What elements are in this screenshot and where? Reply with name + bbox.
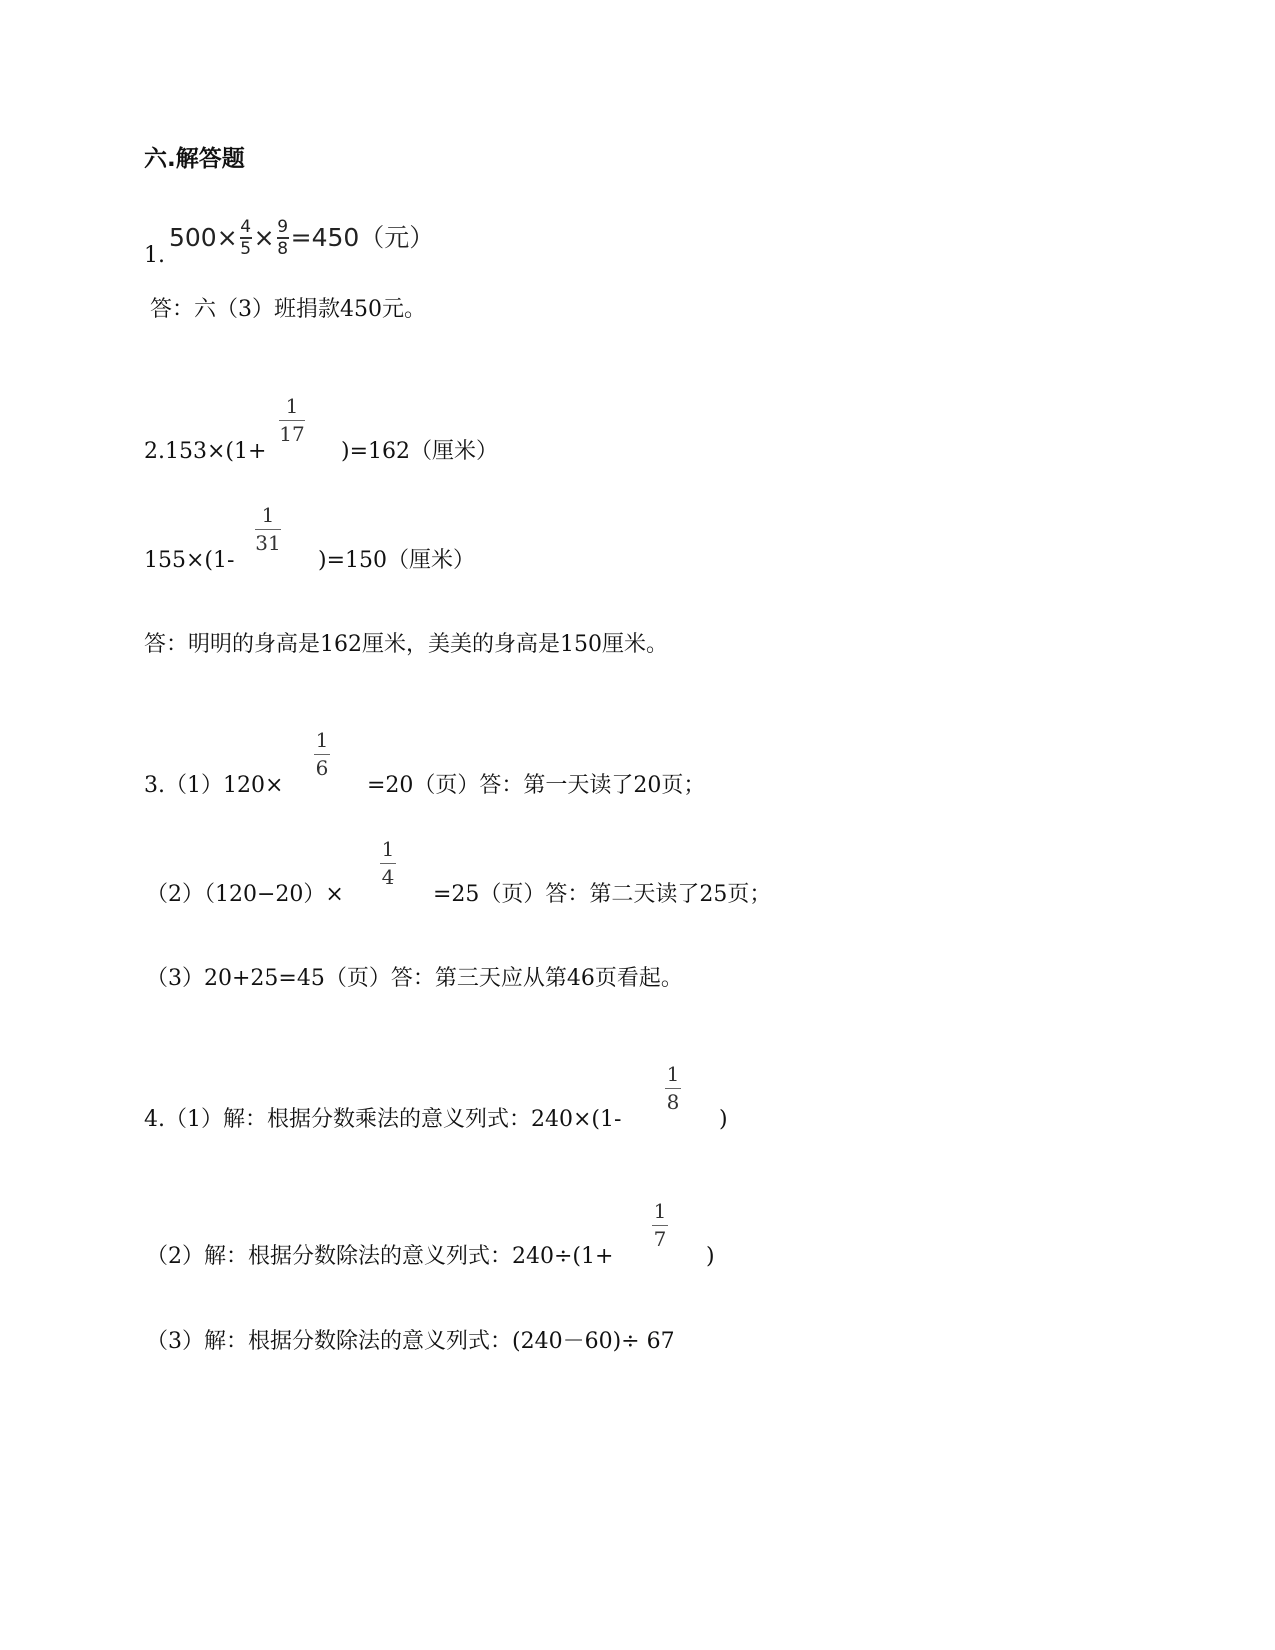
q1-fraction-1-num: 4: [240, 217, 252, 238]
q2-line1-prefix: 2.153×(1+: [144, 439, 267, 464]
q4-line2-frac-num: 1: [653, 1199, 667, 1223]
q4-line2-suffix: ): [706, 1244, 715, 1269]
fraction-bar: [665, 1088, 681, 1089]
q4-line1-prefix: 4.（1）解：根据分数乘法的意义列式：240×(1-: [144, 1107, 622, 1132]
q3-line1-prefix: 3.（1）120×: [144, 773, 284, 798]
fraction-bar: [380, 863, 396, 864]
q2-line1-frac-num: 1: [285, 394, 299, 418]
q1-formula-a: 500×: [169, 223, 238, 252]
q3-line1-fraction: [314, 729, 330, 779]
q1-formula-result: =450（元）: [290, 223, 435, 252]
q1-formula-times: ×: [253, 223, 275, 252]
q4-line1-frac-num: 1: [666, 1062, 680, 1086]
q3-line3: （3）20+25=45（页）答：第三天应从第46页看起。: [146, 966, 683, 991]
q4-line2-prefix: （2）解：根据分数除法的意义列式：240÷(1+: [146, 1244, 614, 1269]
q1-fraction-1: [240, 218, 252, 258]
q2-line2-prefix: 155×(1-: [144, 548, 235, 573]
q4-line1-frac-den: 8: [666, 1090, 680, 1114]
q1-formula-image: [169, 213, 434, 263]
fraction-bar: [255, 529, 281, 530]
q3-line1-frac-den: 6: [315, 756, 329, 780]
q1-fraction-2: [277, 218, 289, 258]
section-heading: 六.解答题: [144, 146, 245, 172]
q3-line2-fraction: [380, 838, 396, 888]
q3-line2-frac-den: 4: [381, 865, 395, 889]
q1-answer: 答：六（3）班捐款450元。: [150, 297, 426, 322]
fraction-bar: [314, 754, 330, 755]
q4-line2-frac-den: 7: [653, 1227, 667, 1251]
q3-line2-suffix: =25（页）答：第二天读了25页；: [433, 882, 772, 907]
q2-line2-frac-den: 31: [255, 531, 281, 555]
q4-line1-fraction: [665, 1063, 681, 1113]
q1-fraction-2-den: 8: [277, 238, 289, 259]
q4-line2-fraction: [652, 1200, 668, 1250]
q2-line2-frac-num: 1: [261, 503, 275, 527]
fraction-bar: [652, 1225, 668, 1226]
q3-line1-frac-num: 1: [315, 728, 329, 752]
q3-line1-suffix: =20（页）答：第一天读了20页；: [367, 773, 706, 798]
q4-line3: （3）解：根据分数除法的意义列式：(240－60)÷ 67: [146, 1329, 675, 1354]
q1-fraction-1-den: 5: [240, 238, 252, 259]
q2-line1-frac-den: 17: [279, 422, 305, 446]
q1-fraction-2-num: 9: [277, 217, 289, 238]
q2-line1-fraction: [279, 395, 305, 445]
q3-line2-prefix: （2）（120−20）×: [146, 882, 344, 907]
q2-answer: 答：明明的身高是162厘米，美美的身高是150厘米。: [144, 632, 668, 657]
fraction-bar: [279, 420, 305, 421]
q1-number: 1.: [144, 243, 165, 268]
q3-line2-frac-num: 1: [381, 837, 395, 861]
q4-line1-suffix: ): [719, 1107, 728, 1132]
q2-line2-suffix: )=150（厘米）: [318, 548, 476, 573]
q2-line1-suffix: )=162（厘米）: [341, 439, 499, 464]
q2-line2-fraction: [255, 504, 281, 554]
